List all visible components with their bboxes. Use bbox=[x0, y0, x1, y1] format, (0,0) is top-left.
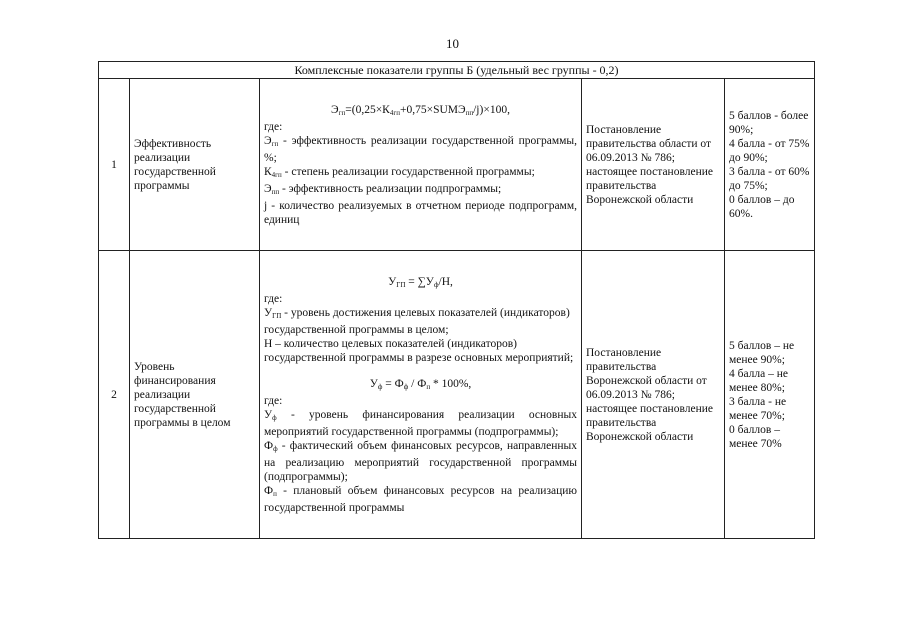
scores-cell bbox=[725, 79, 815, 251]
score-line: 5 баллов – не менее 90%; bbox=[729, 339, 795, 366]
formula-part: У bbox=[369, 377, 378, 390]
where-label: где: bbox=[264, 120, 283, 133]
group-header-row bbox=[99, 62, 815, 79]
formula-part: =(0,25×К bbox=[345, 103, 390, 116]
formula-part: +0,75×SUMЭ bbox=[399, 103, 466, 116]
definition: Н – количество целевых показателей (индикаторов) государственной программы в разрезе основных мероприятий; bbox=[264, 337, 574, 364]
formula-sub: ф bbox=[403, 382, 409, 391]
def-symbol: j bbox=[264, 199, 268, 212]
def-text: - фактический объем финансовых ресурсов, направленных на реализацию мероприятий государственной программы (подпрограммы); bbox=[264, 439, 577, 483]
def-sub: ф bbox=[272, 413, 277, 422]
def-symbol: У bbox=[264, 408, 273, 421]
score-line: 3 балла - от 60% до 75%; bbox=[729, 165, 810, 192]
formula-sub: 4гп bbox=[389, 108, 400, 117]
definition bbox=[264, 199, 577, 227]
formula-sub: ф bbox=[433, 280, 439, 289]
def-sub: гп bbox=[271, 139, 279, 148]
def-sub: пп bbox=[271, 187, 280, 196]
def-symbol: Ф bbox=[264, 484, 274, 497]
definition bbox=[264, 439, 577, 484]
formula-part: /j)×100, bbox=[473, 103, 510, 116]
formula-part: = Ф bbox=[382, 377, 404, 390]
def-text: - уровень финансирования реализации основных мероприятий государственной программы (подпрограммы); bbox=[264, 408, 577, 438]
indicators-table bbox=[98, 61, 815, 539]
def-text: - степень реализации государственной программы; bbox=[281, 165, 535, 178]
page-number: 10 bbox=[446, 36, 459, 51]
score-line: 3 балла - не менее 70%; bbox=[729, 395, 787, 422]
table-row bbox=[99, 79, 815, 251]
formula-part: /Н, bbox=[438, 275, 453, 288]
formula-sub: пп bbox=[465, 108, 474, 117]
definition bbox=[264, 182, 577, 199]
definition bbox=[264, 408, 577, 439]
basis-document: Постановление правительства области от 06.09.2013 № 786; настоящее постановление правительства Воронежской области bbox=[582, 79, 725, 251]
def-symbol: Э bbox=[264, 134, 272, 147]
def-symbol: Ф bbox=[264, 439, 274, 452]
definition bbox=[264, 306, 577, 337]
basis-document: Постановление правительства Воронежской области от 06.09.2013 № 786; настоящее постановление правительства Воронежской области bbox=[582, 251, 725, 539]
definition bbox=[264, 165, 577, 182]
formula bbox=[264, 377, 577, 394]
indicator-formula-cell bbox=[260, 79, 582, 251]
definition bbox=[264, 134, 577, 165]
row-number: 2 bbox=[99, 251, 130, 539]
def-text: - количество реализуемых в отчетном периоде подпрограмм, единиц bbox=[264, 199, 577, 226]
def-text: - эффективность реализации государственной программы, %; bbox=[264, 134, 577, 164]
table-row bbox=[99, 251, 815, 539]
score-line: 5 баллов - более 90%; bbox=[729, 109, 809, 136]
spacer bbox=[264, 365, 577, 377]
formula bbox=[264, 103, 577, 120]
def-text: - эффективность реализации подпрограммы; bbox=[279, 182, 502, 195]
def-sub: ГП bbox=[272, 311, 282, 320]
formula-part: = ∑У bbox=[405, 275, 434, 288]
formula-part: / Ф bbox=[408, 377, 427, 390]
score-line: 0 баллов – менее 70% bbox=[729, 423, 782, 450]
formula-sub: гп bbox=[338, 108, 346, 117]
indicator-formula-cell bbox=[260, 251, 582, 539]
score-line: 4 балла – не менее 80%; bbox=[729, 367, 789, 394]
scores-cell bbox=[725, 251, 815, 539]
formula-part: Э bbox=[331, 103, 339, 116]
def-text: - уровень достижения целевых показателей (индикаторов) государственной программы в целом; bbox=[264, 306, 570, 336]
indicator-name: Эффективность реализации государственной программы bbox=[130, 79, 260, 251]
where-label: где: bbox=[264, 394, 283, 407]
def-sub: п bbox=[273, 489, 277, 498]
where-label: где: bbox=[264, 292, 283, 305]
formula-part: У bbox=[388, 275, 397, 288]
def-text: - плановый объем финансовых ресурсов на реализацию государственной программы bbox=[264, 484, 577, 514]
formula-sub: ф bbox=[377, 382, 383, 391]
def-symbol: К bbox=[264, 165, 272, 178]
formula-sub: п bbox=[426, 382, 431, 391]
formula bbox=[264, 275, 577, 292]
formula-part: * 100%, bbox=[430, 377, 472, 390]
formula-sub: ГП bbox=[396, 280, 406, 289]
row-number: 1 bbox=[99, 79, 130, 251]
def-symbol: У bbox=[264, 306, 273, 319]
score-line: 0 баллов – до 60%. bbox=[729, 193, 795, 220]
definition bbox=[264, 484, 577, 515]
def-sub: 4гп bbox=[271, 170, 282, 179]
group-header: Комплексные показатели группы Б (удельный вес группы - 0,2) bbox=[99, 62, 815, 79]
def-sub: ф bbox=[273, 444, 278, 453]
indicator-name: Уровень финансирования реализации государственной программы в целом bbox=[130, 251, 260, 539]
def-symbol: Э bbox=[264, 182, 272, 195]
score-line: 4 балла - от 75% до 90%; bbox=[729, 137, 810, 164]
